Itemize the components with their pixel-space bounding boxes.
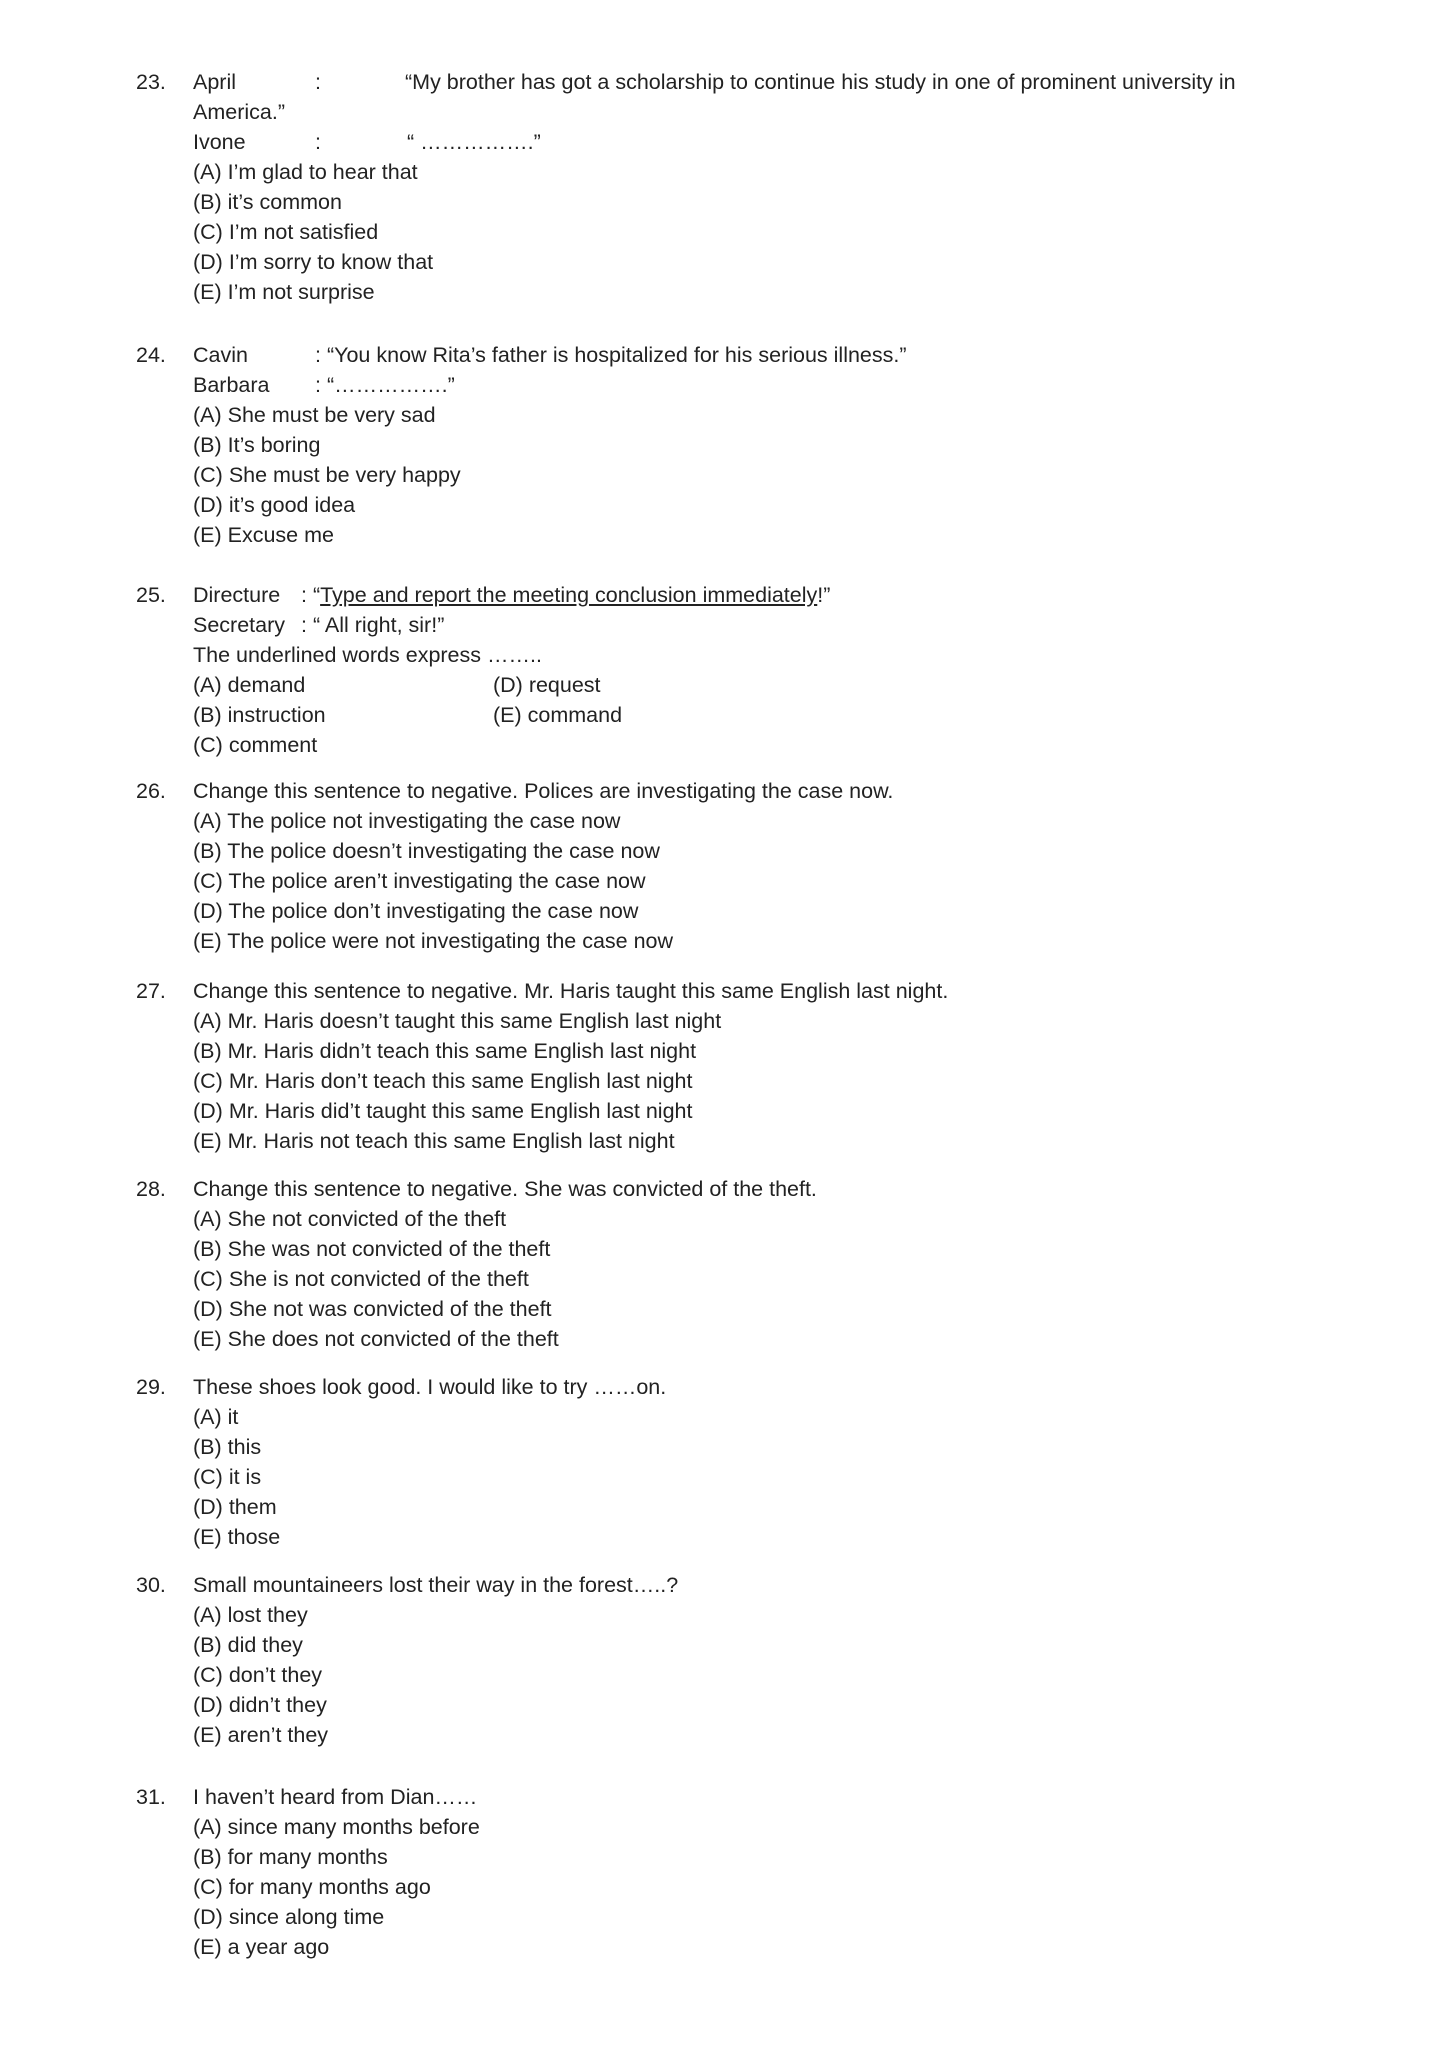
answer-option: (A) Mr. Haris doesn’t taught this same English last night (193, 1009, 722, 1033)
answer-option: (E) those (193, 1525, 281, 1549)
dialog-speech (301, 580, 830, 610)
answer-option: (D) it’s good idea (193, 493, 356, 517)
answer-option: (A) I’m glad to hear that (193, 160, 418, 184)
speaker-name: Secretary (193, 613, 286, 637)
question-prompt: Change this sentence to negative. She was convicted of the theft. (193, 1177, 817, 1201)
question-number: 27. (136, 979, 166, 1003)
answer-option: (D) request (493, 673, 601, 697)
answer-option: (B) She was not convicted of the theft (193, 1237, 551, 1261)
answer-option: (A) The police not investigating the case now (193, 809, 621, 833)
question-number: 25. (136, 583, 166, 607)
answer-option: (B) It’s boring (193, 433, 321, 457)
answer-option: (D) Mr. Haris did’t taught this same English last night (193, 1099, 693, 1123)
question-prompt: Small mountaineers lost their way in the forest…..? (193, 1573, 679, 1597)
answer-option: (A) She not convicted of the theft (193, 1207, 507, 1231)
dialog-line (193, 67, 1298, 97)
answer-option: (B) this (193, 1435, 262, 1459)
question-prompt: Change this sentence to negative. Polices are investigating the case now. (193, 779, 894, 803)
question-31 (136, 1782, 1298, 1962)
answer-option: (E) Excuse me (193, 523, 334, 547)
dialog-line (193, 580, 1298, 610)
dialog-speech: : “…………….” (315, 373, 455, 397)
answer-option: (D) since along time (193, 1905, 385, 1929)
answer-option: (E) I’m not surprise (193, 280, 375, 304)
question-number: 30. (136, 1573, 166, 1597)
speaker-name: Cavin (193, 343, 248, 367)
answer-option: (D) She not was convicted of the theft (193, 1297, 552, 1321)
answer-option: (C) She must be very happy (193, 463, 461, 487)
question-27 (136, 976, 1298, 1156)
dialog-line (193, 610, 1298, 640)
dialog-speech-continued: America.” (193, 100, 285, 124)
speech-suffix: !” (817, 583, 831, 607)
answer-option: (E) Mr. Haris not teach this same English last night (193, 1129, 675, 1153)
answer-option: (C) for many months ago (193, 1875, 431, 1899)
answer-option: (E) command (493, 703, 623, 727)
question-30 (136, 1570, 1298, 1750)
question-prompt: These shoes look good. I would like to try ……on. (193, 1375, 667, 1399)
answer-option: (D) I’m sorry to know that (193, 250, 434, 274)
answer-option: (D) The police don’t investigating the case now (193, 899, 639, 923)
question-28 (136, 1174, 1298, 1354)
answer-option: (C) don’t they (193, 1663, 323, 1687)
dialog-colon: : (315, 70, 321, 94)
dialog-line (193, 340, 1298, 370)
answer-option: (B) did they (193, 1633, 303, 1657)
question-number: 24. (136, 343, 166, 367)
dialog-line (193, 127, 1298, 157)
answer-option: (A) lost they (193, 1603, 308, 1627)
answer-option: (C) She is not convicted of the theft (193, 1267, 529, 1291)
option-row (193, 700, 1298, 730)
answer-option: (C) I’m not satisfied (193, 220, 379, 244)
answer-option: (D) didn’t they (193, 1693, 327, 1717)
underlined-words: Type and report the meeting conclusion immediately (320, 583, 818, 607)
question-number: 26. (136, 779, 166, 803)
speaker-name: Ivone (193, 130, 246, 154)
question-number: 23. (136, 70, 166, 94)
option-row (193, 670, 1298, 700)
answer-option: (D) them (193, 1495, 277, 1519)
speech-prefix: : “ (301, 583, 321, 607)
speaker-name: April (193, 70, 237, 94)
question-29 (136, 1372, 1298, 1552)
dialog-colon: : (315, 130, 321, 154)
question-number: 28. (136, 1177, 166, 1201)
dialog-speech: “My brother has got a scholarship to continue his study in one of prominent university in (405, 70, 1236, 94)
question-23 (136, 67, 1298, 307)
question-number: 29. (136, 1375, 166, 1399)
answer-option: (E) She does not convicted of the theft (193, 1327, 559, 1351)
answer-option: (A) it (193, 1405, 239, 1429)
question-number: 31. (136, 1785, 166, 1809)
question-prompt: The underlined words express …….. (193, 643, 542, 667)
answer-option: (B) Mr. Haris didn’t teach this same English last night (193, 1039, 697, 1063)
question-prompt: I haven’t heard from Dian…… (193, 1785, 478, 1809)
answer-option: (A) demand (193, 673, 306, 697)
answer-option: (C) Mr. Haris don’t teach this same English last night (193, 1069, 693, 1093)
question-prompt: Change this sentence to negative. Mr. Haris taught this same English last night. (193, 979, 949, 1003)
dialog-speech: “ …………….” (407, 130, 541, 154)
answer-option: (E) a year ago (193, 1935, 330, 1959)
answer-option: (A) since many months before (193, 1815, 480, 1839)
dialog-speech: : “ All right, sir!” (301, 613, 445, 637)
answer-option: (E) The police were not investigating the case now (193, 929, 674, 953)
speaker-name: Directure (193, 583, 281, 607)
answer-option: (B) it’s common (193, 190, 342, 214)
answer-option: (E) aren’t they (193, 1723, 329, 1747)
answer-option: (B) for many months (193, 1845, 388, 1869)
answer-option: (A) She must be very sad (193, 403, 436, 427)
speaker-name: Barbara (193, 373, 270, 397)
answer-option: (C) it is (193, 1465, 262, 1489)
question-26 (136, 776, 1298, 956)
answer-option: (B) The police doesn’t investigating the case now (193, 839, 660, 863)
dialog-speech: : “You know Rita’s father is hospitalized for his serious illness.” (315, 343, 907, 367)
question-24 (136, 340, 1298, 550)
question-25 (136, 580, 1298, 760)
answer-option: (C) comment (193, 733, 318, 757)
answer-option: (B) instruction (193, 703, 326, 727)
answer-option: (C) The police aren’t investigating the case now (193, 869, 646, 893)
dialog-line (193, 370, 1298, 400)
